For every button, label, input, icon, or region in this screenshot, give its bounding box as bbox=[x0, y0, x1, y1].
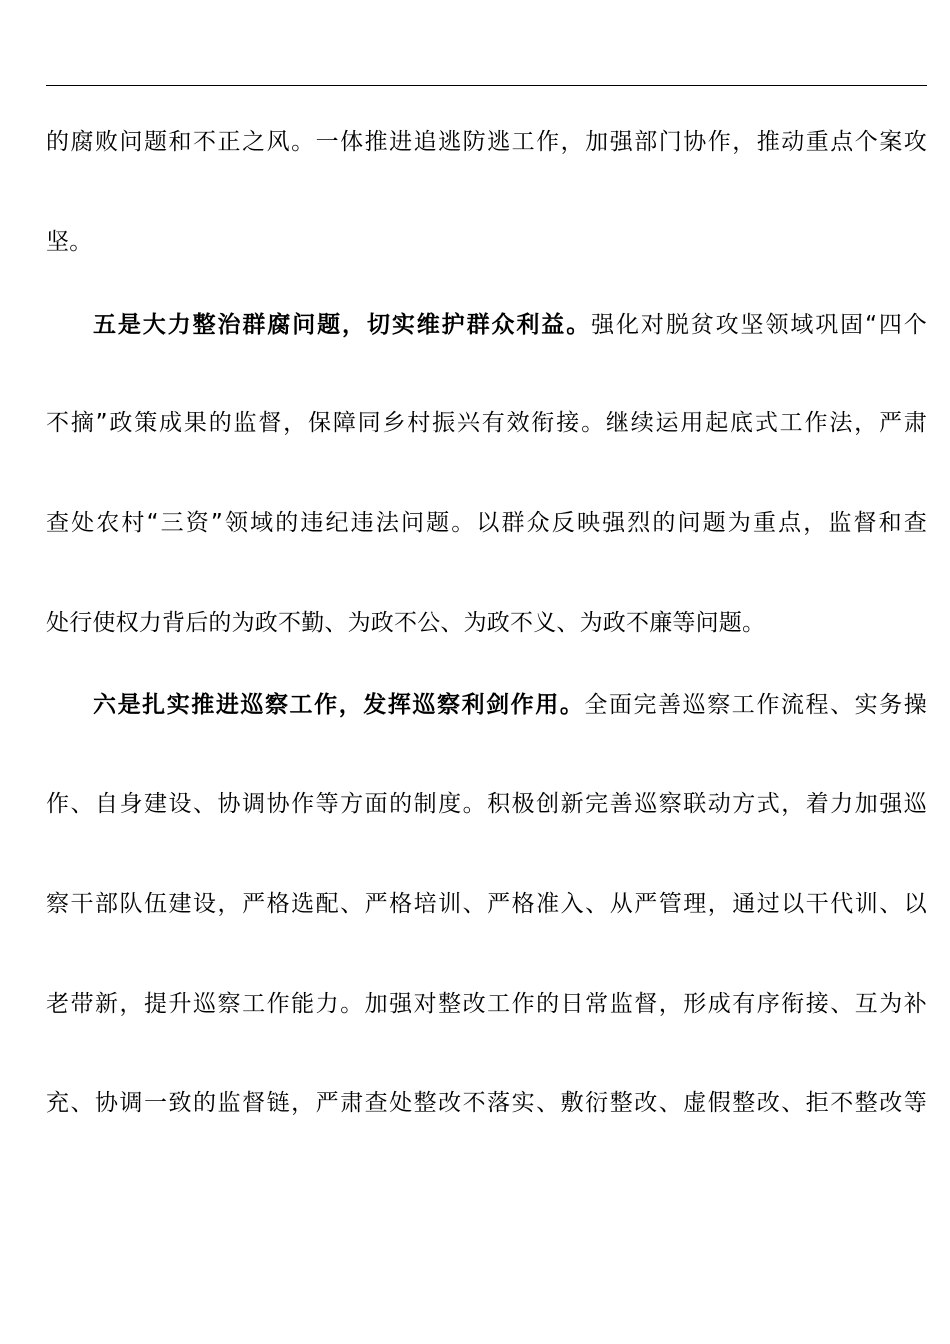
paragraph-line-10: 老带新，提升巡察工作能力。加强对整改工作的日常监督，形成有序衔接、互为补 bbox=[46, 991, 927, 1017]
paragraph-line-8: 作、自身建设、协调协作等方面的制度。积极创新完善巡察联动方式，着力加强巡 bbox=[46, 791, 927, 817]
section-heading-6: 六是扎实推进巡察工作，发挥巡察利剑作用。 bbox=[93, 692, 585, 718]
paragraph-line-4: 不摘”政策成果的监督，保障同乡村振兴有效衔接。继续运用起底式工作法，严肃 bbox=[46, 410, 927, 436]
paragraph-line-9: 察干部队伍建设，严格选配、严格培训、严格准入、从严管理，通过以干代训、以 bbox=[46, 891, 927, 917]
section-heading-5: 五是大力整治群腐问题，切实维护群众利益。 bbox=[93, 312, 592, 338]
paragraph-line-6: 处行使权力背后的为政不勤、为政不公、为政不义、为政不廉等问题。 bbox=[46, 610, 766, 636]
paragraph-line-5: 查处农村“三资”领域的违纪违法问题。以群众反映强烈的问题为重点，监督和查 bbox=[46, 510, 927, 536]
paragraph-line-3: 五是大力整治群腐问题，切实维护群众利益。强化对脱贫攻坚领域巩固“四个 bbox=[93, 312, 927, 338]
paragraph-line-2: 坚。 bbox=[46, 229, 93, 255]
paragraph-line-7: 六是扎实推进巡察工作，发挥巡察利剑作用。全面完善巡察工作流程、实务操 bbox=[93, 692, 927, 718]
header-rule bbox=[46, 85, 927, 86]
paragraph-line-11: 充、协调一致的监督链，严肃查处整改不落实、敷衍整改、虚假整改、拒不整改等 bbox=[46, 1090, 927, 1116]
paragraph-line-1: 的腐败问题和不正之风。一体推进追逃防逃工作，加强部门协作，推动重点个案攻 bbox=[46, 129, 927, 155]
